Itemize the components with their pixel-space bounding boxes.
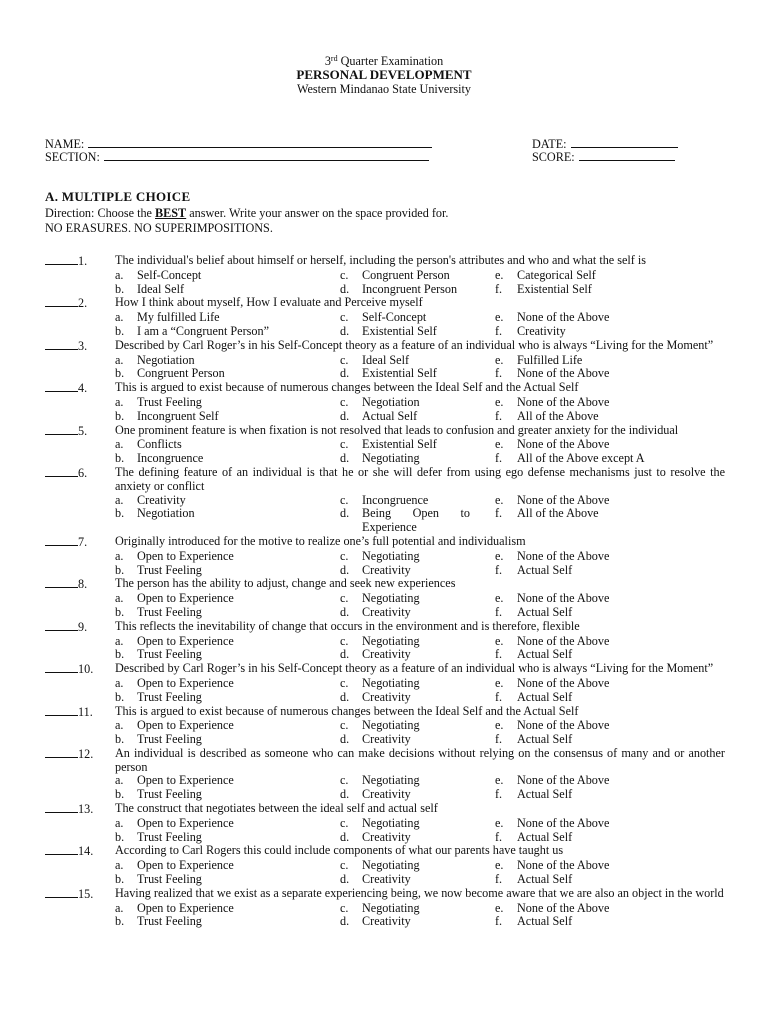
direction-note: NO ERASURES. NO SUPERIMPOSITIONS. (45, 220, 273, 235)
option-b: b. Negotiation (115, 506, 195, 521)
date-label: DATE: (532, 137, 567, 151)
answer-blank[interactable] (45, 662, 78, 673)
option-c: c. Negotiating (340, 858, 420, 873)
option-a: a. Open to Experience (115, 815, 234, 830)
option-row (45, 494, 725, 508)
question-11 (45, 705, 725, 747)
option-c: c. Incongruence (340, 492, 429, 507)
option-e: e. None of the Above (495, 492, 610, 507)
question-7 (45, 535, 725, 577)
option-row (45, 788, 725, 802)
option-f: f. Actual Self (495, 647, 573, 662)
name-label: NAME: (45, 137, 85, 151)
option-f: f. Actual Self (495, 872, 573, 887)
option-b: b. Incongruent Self (115, 408, 219, 423)
option-d: d. Creativity (340, 732, 411, 747)
option-b: b. Congruent Person (115, 366, 225, 381)
option-row (45, 648, 725, 662)
option-d: d. Incongruent Person (340, 281, 458, 296)
question-number: 3. (45, 339, 115, 354)
option-e: e. None of the Above (495, 675, 610, 690)
exam-subject: PERSONAL DEVELOPMENT (296, 67, 472, 82)
option-row (45, 438, 725, 452)
option-b: b. Trust Feeling (115, 914, 202, 929)
answer-blank[interactable] (45, 887, 78, 898)
question-number: 7. (45, 535, 115, 550)
question-stem (45, 887, 725, 902)
option-f: f. Actual Self (495, 604, 573, 619)
question-15 (45, 887, 725, 929)
question-9 (45, 620, 725, 662)
option-a: a. Open to Experience (115, 718, 234, 733)
question-text: How I think about myself, How I evaluate and Perceive myself (115, 295, 423, 310)
question-text: The construct that negotiates between the ideal self and actual self (115, 801, 438, 816)
option-a: a. Open to Experience (115, 900, 234, 915)
option-b: b. Trust Feeling (115, 604, 202, 619)
question-number: 9. (45, 620, 115, 635)
exam-quarter: 3rd Quarter Examination (324, 54, 444, 68)
question-number: 10. (45, 662, 115, 677)
question-number: 8. (45, 577, 115, 592)
option-a: a. Self-Concept (115, 267, 202, 282)
score-field[interactable] (579, 149, 675, 161)
question-number: 2. (45, 296, 115, 311)
option-a: a. Open to Experience (115, 548, 234, 563)
section-title: A. MULTIPLE CHOICE (45, 189, 191, 204)
option-row (45, 283, 725, 297)
question-stem (45, 254, 725, 269)
option-d: d. Negotiating (340, 451, 420, 466)
question-text: An individual is described as someone who can make decisions without relying on the consensus of many and or another person (115, 745, 725, 774)
question-text: This is argued to exist because of numerous changes between the Ideal Self and the Actual Self (115, 703, 579, 718)
option-e: e. None of the Above (495, 591, 610, 606)
question-10 (45, 662, 725, 704)
option-a: a. My fulfilled Life (115, 310, 220, 325)
score-label: SCORE: (532, 150, 575, 164)
option-e: e. None of the Above (495, 548, 610, 563)
option-b: b. Trust Feeling (115, 732, 202, 747)
answer-blank[interactable] (45, 535, 78, 546)
option-row (45, 606, 725, 620)
option-row (45, 635, 725, 649)
question-stem (45, 747, 725, 775)
question-6 (45, 466, 725, 535)
answer-blank[interactable] (45, 381, 78, 392)
question-5 (45, 424, 725, 466)
option-a: a. Trust Feeling (115, 394, 202, 409)
answer-blank[interactable] (45, 296, 78, 307)
option-e: e. None of the Above (495, 900, 610, 915)
option-row (45, 915, 725, 929)
option-row (45, 831, 725, 845)
question-14 (45, 844, 725, 886)
option-a: a. Open to Experience (115, 858, 234, 873)
question-number: 6. (45, 466, 115, 494)
option-f: f. None of the Above (495, 366, 610, 381)
question-number: 12. (45, 747, 115, 775)
option-c: c. Negotiating (340, 900, 420, 915)
question-number: 11. (45, 705, 115, 720)
option-c: c. Ideal Self (340, 352, 410, 367)
option-d: d. Creativity (340, 604, 411, 619)
option-f: f. Creativity (495, 323, 566, 338)
option-row (45, 396, 725, 410)
option-a: a. Creativity (115, 492, 186, 507)
option-e: e. None of the Above (495, 310, 610, 325)
option-d: d. Being Open to Experience (340, 506, 470, 535)
question-stem (45, 705, 725, 720)
option-a: a. Open to Experience (115, 773, 234, 788)
option-e: e. None of the Above (495, 633, 610, 648)
question-list (45, 254, 725, 929)
option-row (45, 719, 725, 733)
question-number: 1. (45, 254, 115, 269)
section-field[interactable] (104, 149, 429, 161)
answer-blank[interactable] (45, 747, 78, 758)
option-b: b. I am a “Congruent Person” (115, 323, 269, 338)
option-d: d. Existential Self (340, 366, 437, 381)
option-c: c. Existential Self (340, 437, 437, 452)
option-c: c. Negotiating (340, 633, 420, 648)
option-d: d. Existential Self (340, 323, 437, 338)
answer-blank[interactable] (45, 620, 78, 631)
answer-blank[interactable] (45, 577, 78, 588)
option-b: b. Trust Feeling (115, 647, 202, 662)
option-c: c. Negotiating (340, 548, 420, 563)
option-row (45, 311, 725, 325)
section-row (45, 149, 429, 165)
option-e: e. None of the Above (495, 718, 610, 733)
date-field[interactable] (571, 136, 678, 148)
option-a: a. Conflicts (115, 437, 182, 452)
option-row (45, 325, 725, 339)
answer-blank[interactable] (45, 844, 78, 855)
school-name: Western Mindanao State University (296, 82, 471, 96)
option-row (45, 592, 725, 606)
answer-blank[interactable] (45, 424, 78, 435)
answer-blank[interactable] (45, 705, 78, 716)
question-text: Originally introduced for the motive to realize one’s full potential and individualism (115, 533, 526, 548)
option-row (45, 859, 725, 873)
option-a: a. Open to Experience (115, 675, 234, 690)
option-c: c. Negotiating (340, 675, 420, 690)
option-f: f. Actual Self (495, 689, 573, 704)
option-b: b. Trust Feeling (115, 872, 202, 887)
option-b: b. Trust Feeling (115, 689, 202, 704)
option-e: e. None of the Above (495, 773, 610, 788)
option-row (45, 550, 725, 564)
option-b: b. Ideal Self (115, 281, 185, 296)
option-b: b. Trust Feeling (115, 562, 202, 577)
option-row (45, 507, 725, 535)
option-row (45, 410, 725, 424)
question-stem (45, 296, 725, 311)
option-c: c. Negotiating (340, 815, 420, 830)
option-f: f. Actual Self (495, 914, 573, 929)
option-d: d. Creativity (340, 689, 411, 704)
question-stem (45, 620, 725, 635)
question-stem (45, 662, 725, 677)
option-a: a. Negotiation (115, 352, 195, 367)
option-row (45, 677, 725, 691)
question-stem (45, 381, 725, 396)
question-text: One prominent feature is when fixation is not resolved that leads to confusion and greater anxiety for the individual (115, 422, 679, 437)
option-e: e. Categorical Self (495, 267, 596, 282)
question-text: Described by Carl Roger’s in his Self-Concept theory as a feature of an individual who is always “Living for the Moment” (115, 337, 714, 352)
question-4 (45, 381, 725, 423)
option-d: d. Creativity (340, 829, 411, 844)
option-f: f. Actual Self (495, 562, 573, 577)
question-number: 4. (45, 381, 115, 396)
answer-blank[interactable] (45, 339, 78, 350)
answer-blank[interactable] (45, 802, 78, 813)
question-text: Described by Carl Roger’s in his Self-Concept theory as a feature of an individual who is always “Living for the Moment” (115, 661, 714, 676)
option-f: f. All of the Above except A (495, 451, 645, 466)
question-1 (45, 254, 725, 296)
option-row (45, 817, 725, 831)
question-stem (45, 844, 725, 859)
option-row (45, 269, 725, 283)
question-number: 14. (45, 844, 115, 859)
option-f: f. Actual Self (495, 829, 573, 844)
option-c: c. Self-Concept (340, 310, 427, 325)
option-f: f. Existential Self (495, 281, 592, 296)
option-row (45, 774, 725, 788)
question-text: According to Carl Rogers this could include components of what our parents have taught us (115, 843, 564, 858)
option-d: d. Creativity (340, 872, 411, 887)
option-row (45, 733, 725, 747)
exam-header (0, 54, 768, 96)
option-row (45, 354, 725, 368)
question-12 (45, 747, 725, 802)
option-c: c. Negotiation (340, 394, 420, 409)
question-number: 13. (45, 802, 115, 817)
option-row (45, 367, 725, 381)
option-row (45, 691, 725, 705)
option-row (45, 873, 725, 887)
question-number: 15. (45, 887, 115, 902)
question-2 (45, 296, 725, 338)
option-row (45, 452, 725, 466)
question-3 (45, 339, 725, 381)
option-b: b. Trust Feeling (115, 787, 202, 802)
question-stem (45, 535, 725, 550)
option-f: f. All of the Above (495, 408, 599, 423)
option-e: e. None of the Above (495, 815, 610, 830)
option-e: e. None of the Above (495, 437, 610, 452)
option-f: f. All of the Above (495, 506, 599, 521)
option-d: d. Creativity (340, 647, 411, 662)
question-stem (45, 424, 725, 439)
option-d: d. Actual Self (340, 408, 418, 423)
answer-blank[interactable] (45, 254, 78, 265)
question-text: The defining feature of an individual is that he or she will defer from using ego defense mechanisms just to resolve the anxiety or conflict (115, 464, 725, 493)
option-c: c. Congruent Person (340, 267, 450, 282)
question-stem (45, 339, 725, 354)
question-text: This reflects the inevitability of change that occurs in the environment and is therefore, flexible (115, 618, 580, 633)
question-text: This is argued to exist because of numerous changes between the Ideal Self and the Actual Self (115, 380, 579, 395)
option-c: c. Negotiating (340, 773, 420, 788)
question-stem (45, 802, 725, 817)
question-8 (45, 577, 725, 619)
direction-text: Direction: Choose the BEST answer. Write your answer on the space provided for. (45, 205, 449, 220)
question-13 (45, 802, 725, 844)
option-e: e. Fulfilled Life (495, 352, 583, 367)
option-b: b. Incongruence (115, 451, 204, 466)
option-row (45, 902, 725, 916)
option-f: f. Actual Self (495, 787, 573, 802)
option-f: f. Actual Self (495, 732, 573, 747)
question-number: 5. (45, 424, 115, 439)
question-text: The individual's belief about himself or herself, including the person's attributes and who and what the self is (115, 253, 647, 267)
score-row (532, 149, 675, 165)
option-d: d. Creativity (340, 562, 411, 577)
question-stem (45, 466, 725, 494)
section-a (45, 190, 725, 236)
option-a: a. Open to Experience (115, 591, 234, 606)
question-text: The person has the ability to adjust, change and seek new experiences (115, 576, 456, 591)
option-row (45, 564, 725, 578)
option-e: e. None of the Above (495, 858, 610, 873)
option-e: e. None of the Above (495, 394, 610, 409)
answer-blank[interactable] (45, 466, 78, 477)
option-c: c. Negotiating (340, 591, 420, 606)
option-c: c. Negotiating (340, 718, 420, 733)
name-field[interactable] (88, 136, 432, 148)
option-d: d. Creativity (340, 914, 411, 929)
option-b: b. Trust Feeling (115, 829, 202, 844)
question-text: Having realized that we exist as a separate experiencing being, we now become aware that we are also an object in the world (115, 885, 724, 900)
question-stem (45, 577, 725, 592)
section-label: SECTION: (45, 150, 100, 164)
option-a: a. Open to Experience (115, 633, 234, 648)
option-d: d. Creativity (340, 787, 411, 802)
